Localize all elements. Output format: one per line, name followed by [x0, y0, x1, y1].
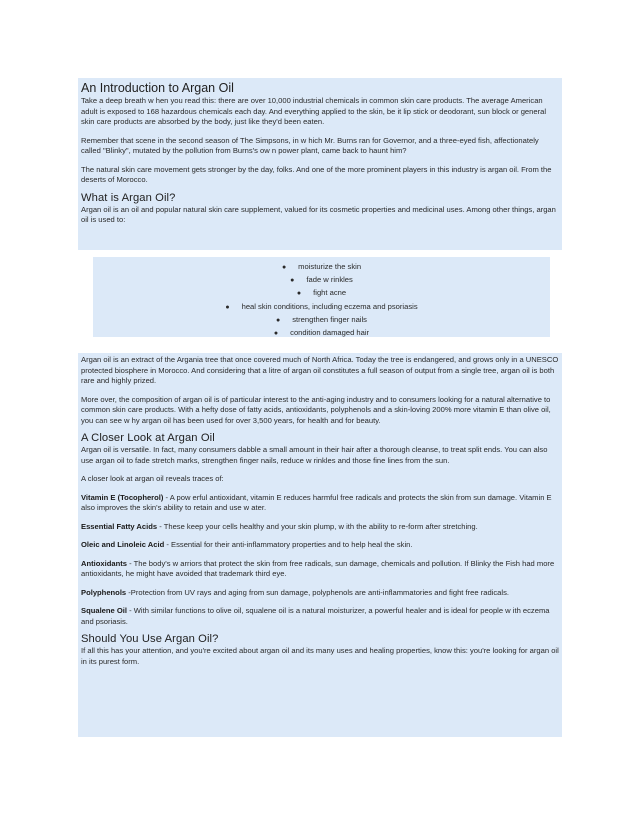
list-item: ● heal skin conditions, including eczema and psoriasis: [93, 301, 550, 314]
what-is-paragraph: Argan oil is an oil and popular natural skin care supplement, valued for its cosmetic properties and medicinal uses. Among other things, argan oil is used to:: [81, 204, 556, 224]
uses-list-box: [93, 257, 550, 337]
closer-look-heading: A Closer Look at Argan Oil: [81, 432, 215, 444]
bullet-icon: ●: [276, 316, 281, 324]
trace-item: Polyphenols -Protection from UV rays and aging from sun damage, polyphenols are anti-inflammatories and fight free radicals.: [81, 587, 509, 597]
intro-paragraph-2: Remember that scene in the second season of The Simpsons, in w hich Mr. Burns ran for Governor, and a three-eyed fish, affectionately called "Blinky", mutated by the pollution from Burns's ow n power plant, came back to haunt him?: [81, 135, 539, 155]
details-section: [78, 353, 562, 737]
list-item: ● fade w rinkles: [93, 274, 550, 287]
bullet-icon: ●: [290, 277, 295, 285]
traces-intro: A closer look at argan oil reveals traces of:: [81, 474, 224, 483]
extract-paragraph: Argan oil is an extract of the Argania tree that once covered much of North Africa. Today the tree is endangered, and grows only in a UNESCO protected biosphere in Morocco. And considering that a litre of argan oil constitutes a full season of output from a single tree, argan oil is both rare and highly prized.: [81, 355, 559, 385]
trace-item: Oleic and Linoleic Acid - Essential for their anti-inflammatory properties and to help heal the skin.: [81, 540, 413, 549]
intro-paragraph-1: Take a deep breath w hen you read this: there are over 10,000 industrial chemicals in common skin care products. The average American adult is exposed to 168 hazardous chemicals each day. And everything applied to the skin, be it lip stick or deodorant, sun block or general skin care products are absorbed by the body, just like they'd been eaten.: [81, 96, 547, 126]
bullet-icon: ●: [296, 290, 302, 298]
should-use-heading: Should You Use Argan Oil?: [81, 633, 219, 645]
list-item: ● moisturize the skin: [93, 261, 550, 274]
intro-paragraph-3: The natural skin care movement gets stronger by the day, folks. And one of the more prominent players in this industry is argan oil. From the deserts of Morocco.: [81, 164, 552, 184]
bullet-icon: ●: [281, 264, 287, 271]
uses-list: [93, 257, 550, 340]
trace-item: Essential Fatty Acids - These keep your cells healthy and your skin plump, w ith the ability to re-form after stretching.: [81, 521, 478, 531]
should-use-paragraph: If all this has your attention, and you're excited about argan oil and its many uses and healing properties, know this: you're looking for argan oil in its purest form.: [81, 646, 559, 666]
what-is-heading: What is Argan Oil?: [81, 191, 176, 204]
trace-item: Squalene Oil - With similar functions to olive oil, squalene oil is a natural moisturizer, a powerful healer and is ideal for people w ith eczema and psoriasis.: [81, 606, 550, 626]
list-item: ● condition damaged hair: [93, 327, 550, 340]
bullet-icon: ●: [273, 330, 279, 338]
trace-item: Vitamin E (Tocopherol) - A pow erful antioxidant, vitamin E reduces harmful free radicals and protects the skin from sun damage. Vitamin E also improves the skin's ability to retain and use w ater.: [81, 492, 552, 512]
composition-paragraph: More over, the composition of argan oil is of particular interest to the anti-aging industry and to consumers looking for a natural alternative to common skin care products. With a hefty dose of fatty acids, antioxidants, polyphenols and a skin-loving 200% more vitamin E than olive oil, you can see w hy argan oil has been used for over 3,500 years, for health and for beauty.: [81, 394, 551, 425]
bullet-icon: ●: [225, 303, 230, 311]
trace-item: Antioxidants - The body's w arriors that protect the skin from free radicals, sun damage, chemicals and pollution. If Blinky the Fish had more antioxidants, he might have avoided that trademark third eye.: [81, 558, 555, 578]
versatile-paragraph: Argan oil is versatile. In fact, many consumers dabble a small amount in their hair after a thorough cleanse, to treat split ends. You can also use argan oil to fade stretch marks, strengthen finger nails, reduce w rinkles and those fine lines from the sun.: [81, 445, 548, 465]
list-item: ● fight acne: [93, 287, 550, 300]
intro-heading: An Introduction to Argan Oil: [81, 81, 234, 95]
intro-section: [78, 78, 562, 250]
list-item: ● strengthen finger nails: [93, 314, 550, 327]
